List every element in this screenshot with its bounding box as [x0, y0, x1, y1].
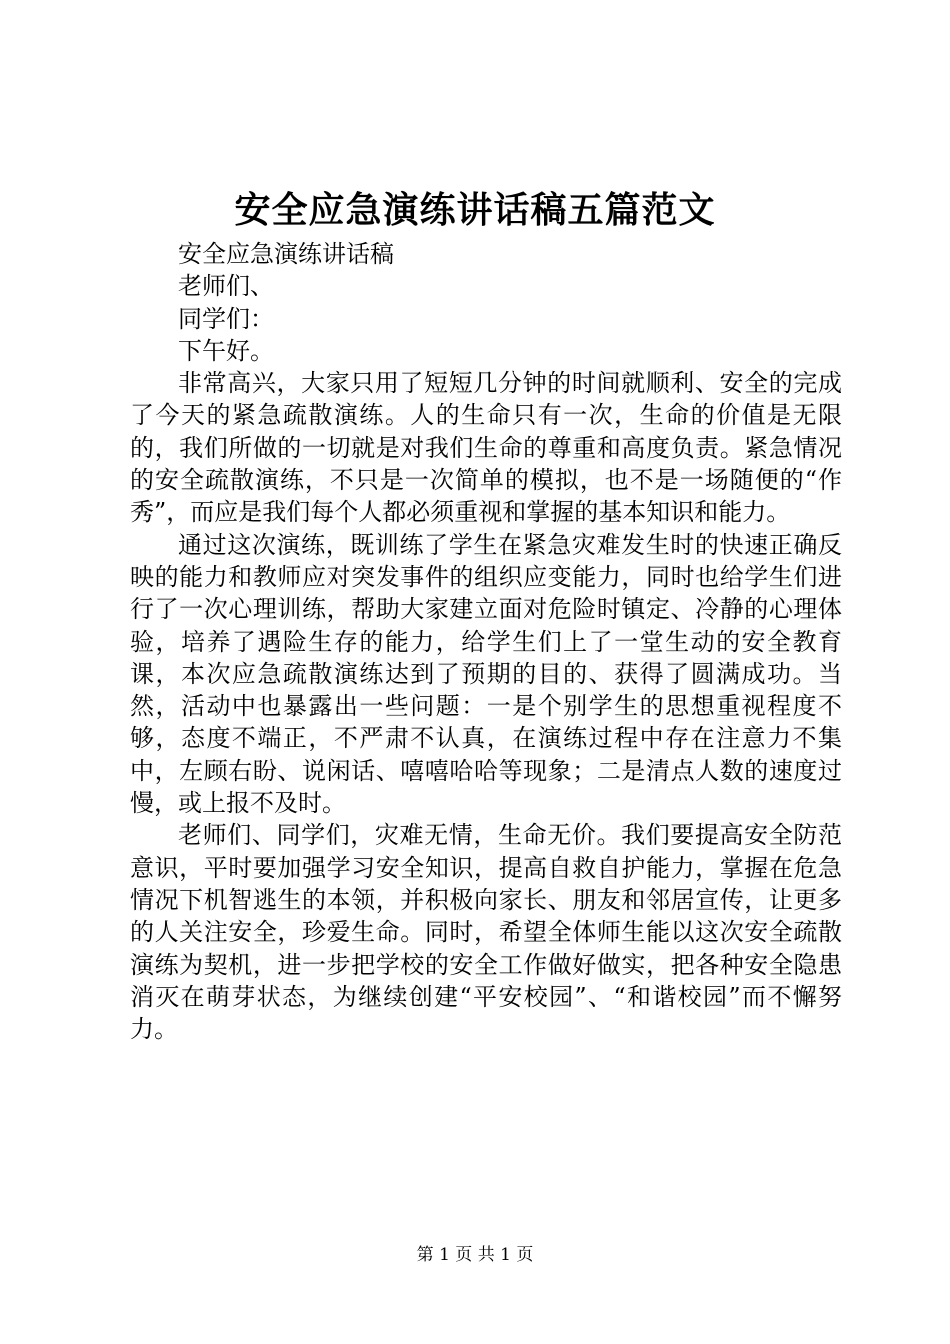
document-body: [130, 238, 842, 1045]
paragraph-body: 老师们、同学们，灾难无情，生命无价。我们要提高安全防范意识，平时要加强学习安全知识，提高自救自护能力，掌握在危急情况下机智逃生的本领，并积极向家长、朋友和邻居宣传，让更多的人关注安全，珍爱生命。同时，希望全体师生能以这次安全疏散演练为契机，进一步把学校的安全工作做好做实，把各种安全隐患消灭在萌芽状态，为继续创建“平安校园”、“和谐校园”而不懈努力。: [130, 821, 842, 1044]
paragraph-greeting: 下午好。: [178, 336, 274, 365]
paragraph-heading: 安全应急演练讲话稿: [178, 240, 394, 268]
paragraph-salutation-students: 同学们：: [178, 304, 274, 333]
paragraph-body: 通过这次演练，既训练了学生在紧急灾难发生时的快速正确反映的能力和教师应对突发事件的组织应变能力，同时也给学生们进行了一次心理训练，帮助大家建立面对危险时镇定、冷静的心理体验，培养了遇险生存的能力，给学生们上了一堂生动的安全教育课，本次应急疏散演练达到了预期的目的、获得了圆满成功。当然，活动中也暴露出一些问题：一是个别学生的思想重视程度不够，态度不端正，不严肃不认真，在演练过程中存在注意力不集中，左顾右盼、说闲话、嘻嘻哈哈等现象；二是清点人数的速度过慢，或上报不及时。: [130, 530, 842, 818]
page-number-footer: 第 1 页 共 1 页: [416, 1245, 534, 1265]
paragraph-body: 非常高兴，大家只用了短短几分钟的时间就顺利、安全的完成了今天的紧急疏散演练。人的生命只有一次，生命的价值是无限的，我们所做的一切就是对我们生命的尊重和高度负责。紧急情况的安全疏散演练，不只是一次简单的模拟，也不是一场随便的“作秀”，而应是我们每个人都必须重视和掌握的基本知识和能力。: [130, 369, 842, 527]
page-title: 安全应急演练讲话稿五篇范文: [234, 189, 716, 231]
paragraph-salutation-teachers: 老师们、: [178, 272, 274, 301]
